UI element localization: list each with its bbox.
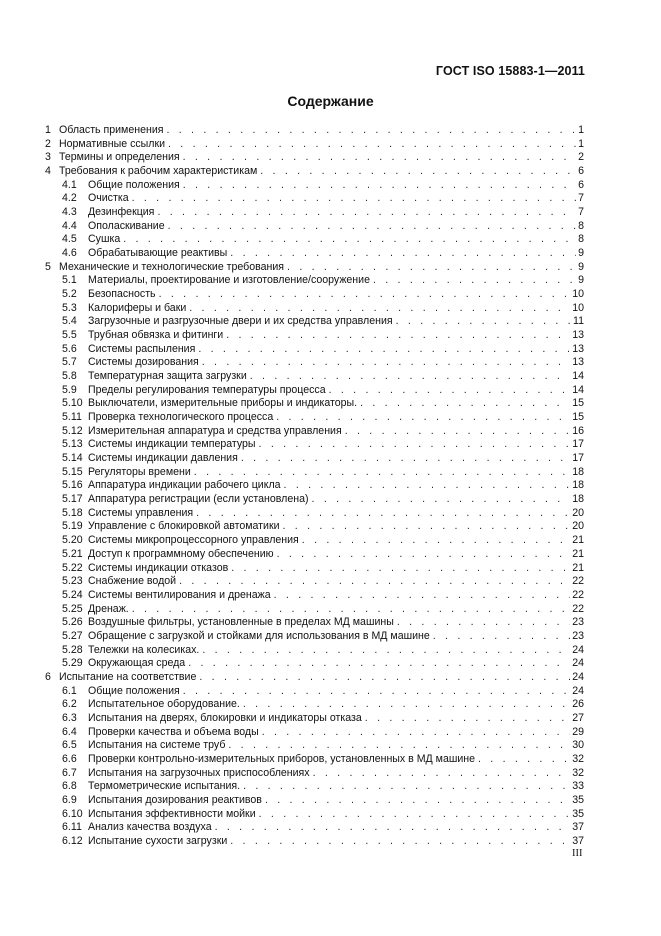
toc-entry-title: Системы индикации отказов: [88, 561, 229, 574]
toc-entry[interactable]: [45, 138, 584, 152]
toc-entry-title: Сушка: [88, 233, 121, 246]
toc-entry-number: 5.2: [62, 288, 77, 301]
toc-leader-dots: [274, 589, 571, 603]
toc-entry-number: 5.14: [62, 452, 83, 465]
toc-entry[interactable]: [45, 124, 584, 138]
toc-entry[interactable]: [45, 233, 584, 247]
toc-entry-number: 5.1: [62, 274, 77, 287]
toc-entry-number: 6.2: [62, 698, 77, 711]
toc-entry[interactable]: [45, 726, 584, 740]
toc-entry-page: 18: [572, 465, 584, 478]
toc-entry-title: Системы вентилирования и дренажа: [88, 588, 271, 601]
toc-entry[interactable]: [45, 397, 584, 411]
toc-leader-dots: [166, 124, 576, 138]
toc-entry-number: 1: [45, 124, 51, 136]
toc-entry-page: 11: [573, 315, 584, 328]
toc-entry-page: 33: [572, 780, 584, 793]
toc-entry-title: Системы дозирования: [88, 356, 199, 369]
toc-entry[interactable]: [45, 220, 584, 234]
toc-entry[interactable]: [45, 657, 584, 671]
toc-leader-dots: [194, 466, 570, 480]
toc-entry-page: 15: [572, 411, 584, 424]
toc-entry-title: Системы индикации давления: [88, 452, 238, 465]
toc-leader-dots: [123, 233, 576, 247]
toc-entry-number: 6.12: [62, 834, 83, 847]
toc-entry-page: 21: [572, 561, 584, 574]
toc-entry-page: 30: [572, 739, 584, 752]
toc-entry[interactable]: [45, 384, 584, 398]
toc-entry-title: Испытание на соответствие: [59, 670, 197, 683]
toc-entry-number: 5.17: [62, 493, 83, 506]
toc-entry-number: 5.26: [62, 616, 83, 629]
toc-entry-page: 21: [572, 547, 584, 560]
toc-entry-number: 5.25: [62, 602, 83, 615]
toc-entry-number: 6.4: [62, 725, 77, 738]
toc-entry-page: 9: [578, 260, 584, 273]
toc-leader-dots: [262, 726, 571, 740]
toc-entry-title: Проверки качества и объема воды: [88, 725, 259, 738]
toc-entry-number: 4.2: [62, 192, 77, 205]
toc-leader-dots: [202, 356, 570, 370]
toc-entry-page: 27: [572, 711, 584, 724]
toc-leader-dots: [189, 302, 570, 316]
toc-entry-page: 24: [572, 657, 584, 670]
toc-entry-page: 10: [572, 301, 584, 314]
toc-leader-dots: [260, 165, 576, 179]
table-of-contents: [45, 124, 584, 849]
toc-leader-dots: [241, 452, 570, 466]
toc-leader-dots: [230, 247, 576, 261]
toc-entry-title: Проверка технологического процесса: [88, 411, 274, 424]
toc-entry-title: Испытательное оборудование.: [88, 698, 240, 711]
toc-entry[interactable]: [45, 343, 584, 357]
toc-entry-page: 23: [572, 629, 584, 642]
toc-entry-page: 22: [572, 602, 584, 615]
toc-entry-title: Калориферы и баки: [88, 301, 187, 314]
toc-entry-page: 1: [578, 137, 584, 150]
toc-entry[interactable]: [45, 616, 584, 630]
toc-leader-dots: [478, 753, 570, 767]
toc-entry[interactable]: [45, 261, 584, 275]
toc-leader-dots: [243, 698, 570, 712]
toc-entry[interactable]: [45, 206, 584, 220]
toc-entry-page: 15: [572, 397, 584, 410]
toc-leader-dots: [365, 712, 570, 726]
toc-entry-title: Общие положения: [88, 684, 180, 697]
page-number: III: [572, 848, 583, 859]
toc-entry-page: 23: [572, 616, 584, 629]
toc-leader-dots: [276, 411, 570, 425]
toc-entry-title: Термометрические испытания.: [88, 780, 241, 793]
toc-entry[interactable]: [45, 562, 584, 576]
toc-entry[interactable]: [45, 794, 584, 808]
toc-entry-page: 35: [572, 807, 584, 820]
toc-entry-page: 9: [578, 247, 584, 260]
toc-entry-title: Системы управления: [88, 506, 194, 519]
toc-entry[interactable]: [45, 520, 584, 534]
toc-entry[interactable]: [45, 493, 584, 507]
toc-entry-page: 13: [572, 342, 584, 355]
toc-entry[interactable]: [45, 315, 584, 329]
toc-leader-dots: [188, 657, 570, 671]
toc-leader-dots: [397, 616, 570, 630]
toc-entry-page: 6: [578, 165, 584, 178]
toc-entry-title: Дезинфекция: [88, 206, 155, 219]
toc-entry-number: 5.10: [62, 397, 83, 410]
toc-leader-dots: [168, 138, 576, 152]
toc-entry-page: 13: [572, 329, 584, 342]
toc-entry-number: 5.23: [62, 575, 83, 588]
toc-entry[interactable]: [45, 685, 584, 699]
toc-entry[interactable]: [45, 452, 584, 466]
toc-entry[interactable]: [45, 603, 584, 617]
toc-entry-number: 5.3: [62, 301, 77, 314]
toc-entry-title: Измерительная аппаратура и средства управления: [88, 424, 342, 437]
toc-entry-number: 2: [45, 137, 51, 150]
toc-entry-page: 37: [572, 834, 584, 847]
toc-leader-dots: [183, 179, 576, 193]
toc-entry-title: Испытания на загрузочных приспособлениях: [88, 766, 310, 779]
toc-entry-number: 6.10: [62, 807, 83, 820]
toc-entry[interactable]: [45, 548, 584, 562]
toc-entry-number: 6: [45, 670, 51, 683]
toc-entry-title: Требования к рабочим характеристикам: [59, 165, 258, 178]
toc-entry-page: 14: [572, 383, 584, 396]
toc-entry-page: 7: [578, 206, 584, 219]
toc-entry-page: 24: [572, 684, 584, 697]
toc-leader-dots: [433, 630, 570, 644]
toc-entry[interactable]: [45, 329, 584, 343]
toc-entry-title: Воздушные фильтры, установленные в пределах МД машины: [88, 616, 394, 629]
toc-entry[interactable]: [45, 630, 584, 644]
toc-entry[interactable]: [45, 808, 584, 822]
toc-entry-number: 5.19: [62, 520, 83, 533]
toc-entry-number: 5: [45, 260, 51, 273]
toc-entry-page: 20: [572, 506, 584, 519]
toc-entry-title: Безопасность: [88, 288, 156, 301]
toc-entry-title: Испытания дозирования реактивов: [88, 793, 262, 806]
toc-entry-number: 5.12: [62, 424, 83, 437]
toc-entry-number: 5.21: [62, 547, 83, 560]
toc-entry[interactable]: [45, 698, 584, 712]
toc-entry-page: 8: [578, 233, 584, 246]
toc-leader-dots: [183, 685, 570, 699]
toc-entry-title: Очистка: [88, 192, 129, 205]
toc-entry[interactable]: [45, 753, 584, 767]
toc-entry-number: 5.29: [62, 657, 83, 670]
toc-entry-number: 6.5: [62, 739, 77, 752]
toc-entry-title: Снабжение водой: [88, 575, 177, 588]
toc-entry[interactable]: [45, 712, 584, 726]
toc-entry-page: 18: [572, 479, 584, 492]
toc-entry-number: 4.3: [62, 206, 77, 219]
toc-entry-title: Аппаратура регистрации (если установлена): [88, 493, 309, 506]
toc-entry-title: Общие положения: [88, 178, 180, 191]
toc-entry-number: 5.8: [62, 370, 77, 383]
toc-leader-dots: [284, 479, 571, 493]
toc-leader-dots: [243, 780, 570, 794]
toc-entry-number: 5.5: [62, 329, 77, 342]
toc-leader-dots: [168, 220, 576, 234]
document-header: ГОСТ ISO 15883-1—2011: [435, 64, 585, 78]
toc-entry-title: Окружающая среда: [88, 657, 186, 670]
toc-leader-dots: [345, 425, 571, 439]
toc-entry[interactable]: [45, 302, 584, 316]
toc-entry-number: 5.9: [62, 383, 77, 396]
toc-entry-number: 6.8: [62, 780, 77, 793]
toc-entry-title: Область применения: [59, 124, 164, 136]
toc-entry-title: Испытания на дверях, блокировки и индикаторы отказа: [88, 711, 362, 724]
toc-entry-page: 8: [578, 219, 584, 232]
toc-leader-dots: [132, 603, 570, 617]
toc-entry-page: 6: [578, 178, 584, 191]
toc-entry-title: Испытание сухости загрузки: [88, 834, 228, 847]
toc-entry-number: 5.4: [62, 315, 77, 328]
toc-leader-dots: [198, 343, 570, 357]
toc-entry-title: Системы распыления: [88, 342, 196, 355]
toc-entry-page: 13: [572, 356, 584, 369]
toc-entry-page: 17: [572, 438, 584, 451]
toc-entry-title: Регуляторы времени: [88, 465, 191, 478]
toc-entry[interactable]: [45, 192, 584, 206]
toc-entry-number: 5.7: [62, 356, 77, 369]
toc-entry-number: 6.9: [62, 793, 77, 806]
toc-entry-page: 14: [572, 370, 584, 383]
toc-entry-number: 6.6: [62, 752, 77, 765]
toc-entry-number: 5.6: [62, 342, 77, 355]
toc-entry-title: Нормативные ссылки: [59, 137, 166, 150]
toc-entry-title: Выключатели, измерительные приборы и индикаторы.: [88, 397, 358, 410]
toc-leader-dots: [283, 520, 571, 534]
toc-entry[interactable]: [45, 644, 584, 658]
toc-leader-dots: [259, 808, 571, 822]
toc-entry-title: Загрузочные и разгрузочные двери и их средства управления: [88, 315, 393, 328]
toc-entry-number: 5.11: [62, 411, 82, 424]
toc-entry[interactable]: [45, 767, 584, 781]
toc-entry-title: Ополаскивание: [88, 219, 165, 232]
toc-entry-page: 16: [572, 424, 584, 437]
toc-entry-title: Механические и технологические требования: [59, 260, 285, 273]
toc-leader-dots: [199, 671, 570, 685]
toc-entry-page: 17: [572, 452, 584, 465]
toc-entry-page: 1: [578, 124, 584, 136]
toc-entry-page: 26: [572, 698, 584, 711]
toc-entry-number: 4.5: [62, 233, 77, 246]
toc-entry-page: 9: [578, 274, 584, 287]
toc-entry-number: 5.22: [62, 561, 83, 574]
toc-entry-number: 4.6: [62, 247, 77, 260]
toc-entry-page: 10: [572, 288, 584, 301]
toc-leader-dots: [313, 767, 571, 781]
toc-entry-title: Системы индикации температуры: [88, 438, 256, 451]
toc-leader-dots: [396, 315, 571, 329]
toc-leader-dots: [226, 329, 570, 343]
toc-entry[interactable]: [45, 479, 584, 493]
toc-entry[interactable]: [45, 370, 584, 384]
toc-leader-dots: [277, 548, 571, 562]
toc-entry[interactable]: [45, 821, 584, 835]
toc-entry-title: Анализ качества воздуха: [88, 821, 212, 834]
toc-entry-title: Управление с блокировкой автоматики: [88, 520, 280, 533]
toc-entry-page: 32: [572, 752, 584, 765]
toc-entry-title: Проверки контрольно-измерительных приборов, установленных в МД машине: [88, 752, 475, 765]
toc-entry-title: Трубная обвязка и фитинги: [88, 329, 224, 342]
toc-entry[interactable]: [45, 151, 584, 165]
toc-leader-dots: [265, 794, 570, 808]
toc-leader-dots: [259, 438, 571, 452]
toc-leader-dots: [230, 835, 570, 849]
toc-entry[interactable]: [45, 438, 584, 452]
toc-entry[interactable]: [45, 671, 584, 685]
toc-entry-page: 24: [572, 643, 584, 656]
toc-leader-dots: [312, 493, 571, 507]
toc-leader-dots: [250, 370, 570, 384]
toc-leader-dots: [329, 384, 571, 398]
toc-entry-title: Температурная защита загрузки: [88, 370, 247, 383]
toc-entry-number: 5.16: [62, 479, 83, 492]
toc-entry-title: Системы микропроцессорного управления: [88, 534, 299, 547]
toc-entry-number: 6.3: [62, 711, 77, 724]
toc-entry[interactable]: [45, 165, 584, 179]
toc-entry[interactable]: [45, 247, 584, 261]
toc-entry[interactable]: [45, 575, 584, 589]
toc-entry-title: Испытания на системе труб: [88, 739, 226, 752]
toc-entry-page: 29: [572, 725, 584, 738]
toc-entry[interactable]: [45, 466, 584, 480]
toc-leader-dots: [373, 274, 576, 288]
toc-entry-title: Обращение с загрузкой и стойками для использования в МД машине: [88, 629, 430, 642]
toc-entry[interactable]: [45, 739, 584, 753]
toc-entry-title: Термины и определения: [59, 151, 180, 164]
toc-entry-page: 20: [572, 520, 584, 533]
toc-entry-number: 5.24: [62, 588, 83, 601]
toc-entry-title: Дренаж.: [88, 602, 129, 615]
toc-entry-page: 32: [572, 766, 584, 779]
toc-leader-dots: [287, 261, 576, 275]
toc-leader-dots: [132, 192, 576, 206]
toc-entry-title: Обрабатывающие реактивы: [88, 247, 228, 260]
toc-leader-dots: [179, 575, 570, 589]
toc-entry-number: 4.4: [62, 219, 77, 232]
toc-entry-page: 21: [572, 534, 584, 547]
toc-entry-number: 5.27: [62, 629, 83, 642]
toc-entry-number: 5.15: [62, 465, 83, 478]
toc-entry[interactable]: [45, 425, 584, 439]
toc-leader-dots: [196, 507, 570, 521]
toc-entry-page: 37: [572, 821, 584, 834]
toc-entry-number: 4: [45, 165, 51, 178]
toc-entry[interactable]: [45, 288, 584, 302]
toc-entry[interactable]: [45, 780, 584, 794]
toc-entry-page: 22: [572, 588, 584, 601]
toc-entry-page: 35: [572, 793, 584, 806]
toc-entry-title: Доступ к программному обеспечению: [88, 547, 274, 560]
toc-leader-dots: [202, 644, 570, 658]
toc-entry-page: 7: [578, 192, 584, 205]
toc-entry-title: Аппаратура индикации рабочего цикла: [88, 479, 281, 492]
toc-leader-dots: [183, 151, 576, 165]
toc-entry[interactable]: [45, 589, 584, 603]
toc-entry-title: Пределы регулирования температуры процесса: [88, 383, 326, 396]
toc-entry-page: 24: [572, 670, 584, 683]
toc-entry-page: 18: [572, 493, 584, 506]
toc-entry-number: 5.20: [62, 534, 83, 547]
toc-entry[interactable]: [45, 534, 584, 548]
toc-entry[interactable]: [45, 835, 584, 849]
toc-leader-dots: [228, 739, 570, 753]
toc-entry-number: 5.13: [62, 438, 83, 451]
toc-entry[interactable]: [45, 356, 584, 370]
toc-leader-dots: [215, 821, 571, 835]
toc-entry[interactable]: [45, 507, 584, 521]
toc-leader-dots: [159, 288, 571, 302]
toc-entry-title: Тележки на колесиках.: [88, 643, 200, 656]
toc-entry[interactable]: [45, 274, 584, 288]
toc-entry-number: 6.11: [62, 821, 82, 834]
toc-entry-page: 2: [578, 151, 584, 164]
toc-entry-number: 5.28: [62, 643, 83, 656]
toc-entry-title: Испытания эффективности мойки: [88, 807, 256, 820]
toc-entry-number: 3: [45, 151, 51, 164]
toc-entry-number: 5.18: [62, 506, 83, 519]
toc-entry-number: 6.1: [62, 684, 77, 697]
toc-leader-dots: [302, 534, 570, 548]
page-title: Содержание: [287, 93, 374, 109]
toc-leader-dots: [360, 397, 570, 411]
toc-entry[interactable]: [45, 411, 584, 425]
toc-entry-number: 6.7: [62, 766, 77, 779]
toc-entry-page: 22: [572, 575, 584, 588]
toc-leader-dots: [231, 562, 570, 576]
toc-entry-number: 4.1: [62, 178, 77, 191]
toc-leader-dots: [157, 206, 576, 220]
toc-entry[interactable]: [45, 179, 584, 193]
toc-entry-title: Материалы, проектирование и изготовление/сооружение: [88, 274, 370, 287]
